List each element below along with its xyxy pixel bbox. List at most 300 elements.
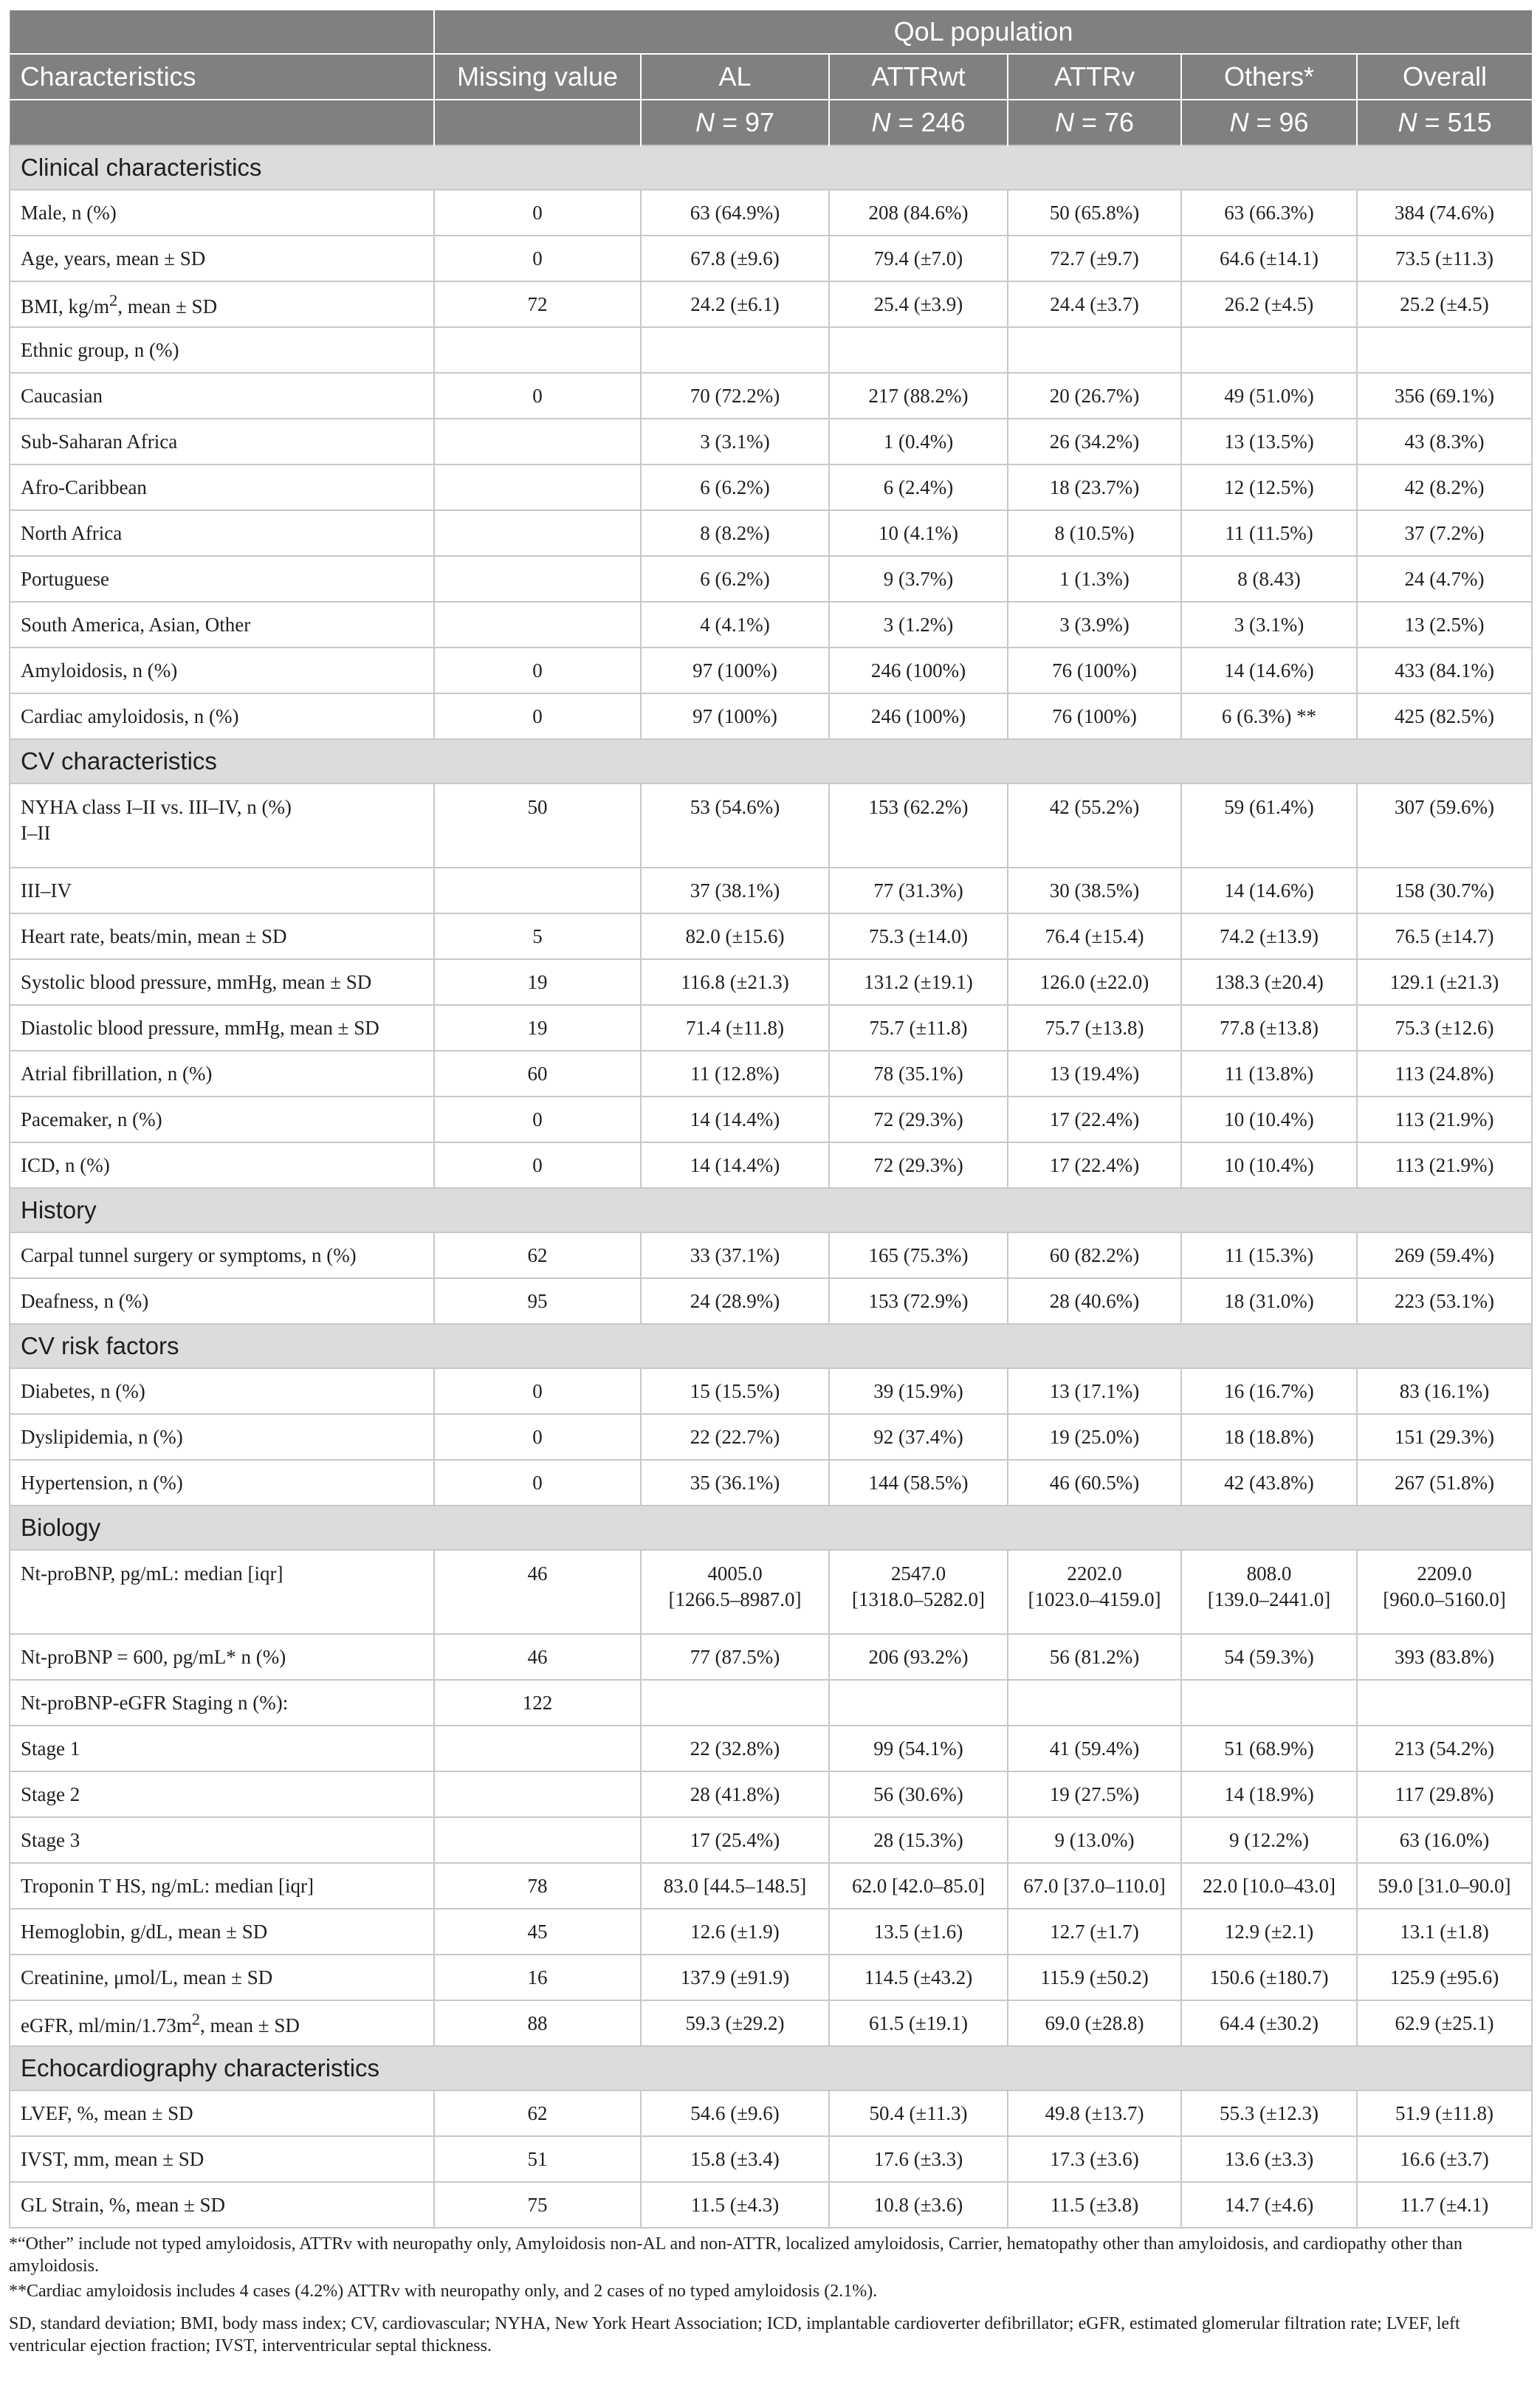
value-text: 138.3 (±20.4) — [1214, 970, 1324, 993]
value-cell — [1357, 1368, 1532, 1414]
value-text: 43 (8.3%) — [1404, 430, 1485, 453]
col-attrv: ATTRv — [1008, 54, 1181, 100]
value-text: 77 (31.3%) — [873, 879, 963, 902]
value-cell — [1008, 1550, 1181, 1634]
value-cell — [829, 2090, 1008, 2136]
value-text: 78 (35.1%) — [873, 1062, 963, 1085]
value-text: 16 (16.7%) — [1224, 1379, 1314, 1402]
value-text: 33 (37.1%) — [690, 1243, 780, 1266]
value-cell — [641, 1909, 829, 1955]
row-label — [10, 1142, 434, 1188]
value-text: 54.6 (±9.6) — [690, 2101, 780, 2124]
value-text: 12.9 (±2.1) — [1224, 1920, 1314, 1943]
table-row — [10, 556, 1532, 602]
value-cell — [1357, 281, 1532, 327]
row-label — [10, 1368, 434, 1414]
value-cell — [1357, 556, 1532, 602]
table-row — [10, 373, 1532, 419]
table-row — [10, 1726, 1532, 1771]
row-label — [10, 959, 434, 1005]
value-text: 24.4 (±3.7) — [1050, 292, 1139, 315]
section-title: CV risk factors — [10, 1324, 1532, 1368]
missing-value-cell: 72 — [434, 281, 641, 327]
value-cell — [641, 419, 829, 464]
value-cell — [641, 2136, 829, 2182]
section-header-clinical — [10, 145, 1532, 190]
value-text: 11 (13.8%) — [1224, 1062, 1314, 1085]
value-text: 59.0 [31.0–90.0] — [1378, 1874, 1511, 1897]
value-text: 114.5 (±43.2) — [864, 1966, 973, 1988]
table-row — [10, 1680, 1532, 1726]
value-text: 99 (54.1%) — [873, 1737, 963, 1760]
value-text: 16.6 (±3.7) — [1400, 2147, 1489, 2170]
value-cell — [1181, 510, 1357, 556]
value-text: 116.8 (±21.3) — [681, 970, 789, 993]
value-text: 115.9 (±50.2) — [1040, 1966, 1149, 1988]
value-cell — [829, 556, 1008, 602]
row-label-text: Nt-proBNP = 600, pg/mL* n (%) — [21, 1645, 286, 1668]
missing-value-cell: 95 — [434, 1278, 641, 1324]
value-cell — [829, 913, 1008, 959]
missing-value-cell: 62 — [434, 2090, 641, 2136]
row-label — [10, 1955, 434, 2000]
row-label-text: BMI, $kg/m^2$, mean ± SD — [21, 290, 218, 318]
value-cell — [829, 281, 1008, 327]
section-title: Biology — [10, 1506, 1532, 1550]
table-row — [10, 190, 1532, 236]
value-text: 11 (11.5%) — [1225, 521, 1313, 544]
value-cell — [829, 1550, 1008, 1634]
value-text: 64.4 (±30.2) — [1219, 2011, 1319, 2034]
value-text: 117 (29.8%) — [1395, 1782, 1494, 1805]
value-text: 12 (12.5%) — [1224, 476, 1314, 498]
value-cell — [641, 1278, 829, 1324]
value-cell — [1008, 783, 1181, 868]
value-cell — [1357, 190, 1532, 236]
table-row — [10, 2182, 1532, 2228]
value-text: 10 (4.1%) — [879, 521, 958, 544]
row-label — [10, 281, 434, 327]
value-cell — [1181, 913, 1357, 959]
value-cell — [1357, 1680, 1532, 1726]
value-text: 62.9 (±25.1) — [1395, 2011, 1494, 2034]
value-cell — [641, 1550, 829, 1634]
missing-value-cell: 0 — [434, 1368, 641, 1414]
missing-value-cell — [434, 419, 641, 464]
row-label — [10, 602, 434, 648]
value-cell — [1181, 1005, 1357, 1051]
value-text: 8 (8.2%) — [700, 521, 770, 544]
value-text: 307 (59.6%) — [1395, 796, 1495, 818]
n-attrv: N = 76 — [1008, 100, 1181, 145]
col-attrwt: ATTRwt — [829, 54, 1008, 100]
value-cell — [1008, 1460, 1181, 1506]
value-cell — [1008, 2182, 1181, 2228]
group-header: QoL population — [434, 10, 1532, 54]
row-label — [10, 1771, 434, 1817]
missing-value-cell: 0 — [434, 1142, 641, 1188]
value-cell — [1008, 1232, 1181, 1278]
value-cell — [829, 1278, 1008, 1324]
value-cell — [829, 373, 1008, 419]
header-group-row — [10, 10, 1532, 54]
value-text: 113 (24.8%) — [1395, 1062, 1494, 1085]
section-title: CV characteristics — [10, 739, 1532, 783]
value-cell — [1008, 1278, 1181, 1324]
value-cell — [1181, 1097, 1357, 1142]
missing-value-cell: 0 — [434, 1460, 641, 1506]
value-cell — [1181, 190, 1357, 236]
value-cell — [1008, 1097, 1181, 1142]
value-cell — [641, 373, 829, 419]
value-text: 17.6 (±3.3) — [873, 2147, 963, 2170]
value-text: 22 (22.7%) — [690, 1425, 780, 1448]
missing-value-cell: 19 — [434, 1005, 641, 1051]
value-cell — [1008, 327, 1181, 373]
value-cell — [829, 236, 1008, 281]
value-text: 28 (40.6%) — [1049, 1289, 1140, 1312]
value-text: 14 (14.4%) — [690, 1153, 780, 1176]
value-text: 4 (4.1%) — [700, 613, 770, 636]
value-text: 13 (17.1%) — [1049, 1379, 1140, 1402]
value-text: 14 (14.6%) — [1224, 879, 1314, 902]
value-text: 51 (68.9%) — [1224, 1737, 1314, 1760]
value-text: 12.6 (±1.9) — [690, 1920, 780, 1943]
value-text: 208 (84.6%) — [868, 201, 969, 224]
row-label-text: Deafness, n (%) — [21, 1289, 149, 1312]
value-text: 153 (72.9%) — [868, 1289, 969, 1312]
value-text: 113 (21.9%) — [1395, 1153, 1494, 1176]
value-text: 246 (100%) — [870, 659, 966, 682]
value-cell — [641, 1051, 829, 1097]
value-cell — [829, 1909, 1008, 1955]
value-text: 72.7 (±9.7) — [1050, 247, 1139, 270]
value-text: 75.7 (±13.8) — [1045, 1016, 1144, 1039]
value-cell — [1357, 868, 1532, 913]
row-label — [10, 913, 434, 959]
value-text: 10 (10.4%) — [1224, 1108, 1314, 1130]
table-row — [10, 1550, 1532, 1634]
row-label — [10, 373, 434, 419]
table-row — [10, 2090, 1532, 2136]
value-cell — [1181, 1771, 1357, 1817]
value-text: 151 (29.3%) — [1395, 1425, 1495, 1448]
missing-value-cell — [434, 1817, 641, 1863]
row-label — [10, 1097, 434, 1142]
value-text: 75.7 (±11.8) — [869, 1016, 968, 1039]
table-row — [10, 281, 1532, 327]
value-cell — [1008, 1909, 1181, 1955]
value-text: 2202.0 — [1067, 1562, 1122, 1585]
value-text: 6 (6.3%) ** — [1221, 704, 1317, 727]
header-empty-cell — [10, 10, 434, 54]
value-text: 35 (36.1%) — [690, 1471, 780, 1494]
value-range-text: [1023.0–4159.0] — [1028, 1588, 1161, 1611]
missing-value-cell: 46 — [434, 1634, 641, 1680]
value-cell — [641, 602, 829, 648]
value-text: 42 (55.2%) — [1049, 796, 1140, 818]
value-text: 137.9 (±91.9) — [680, 1966, 790, 1988]
value-text: 6 (2.4%) — [883, 476, 954, 498]
section-header-history — [10, 1188, 1532, 1232]
value-cell — [1181, 1634, 1357, 1680]
value-cell — [641, 1955, 829, 2000]
value-cell — [1008, 1863, 1181, 1909]
value-text: 97 (100%) — [692, 704, 777, 727]
row-label-sub: I–II — [21, 822, 51, 845]
value-text: 79.4 (±7.0) — [873, 247, 963, 270]
row-label-text: Cardiac amyloidosis, n (%) — [21, 704, 239, 727]
row-label-text: eGFR, $ml/\min/1.73m^2$, mean ± SD — [21, 2009, 300, 2036]
value-cell — [1357, 373, 1532, 419]
value-text: 37 (7.2%) — [1404, 521, 1485, 544]
value-cell — [1181, 2090, 1357, 2136]
value-cell — [1008, 1726, 1181, 1771]
value-text: 4005.0 — [707, 1562, 763, 1585]
value-text: 150.6 (±180.7) — [1209, 1966, 1329, 1988]
row-label — [10, 1051, 434, 1097]
value-cell — [1357, 327, 1532, 373]
row-label — [10, 2182, 434, 2228]
value-text: 64.6 (±14.1) — [1219, 247, 1319, 270]
value-text: 15.8 (±3.4) — [690, 2147, 780, 2170]
value-text: 24.2 (±6.1) — [690, 292, 780, 315]
n-empty-cell — [434, 100, 641, 145]
value-cell — [829, 1368, 1008, 1414]
value-text: 19 (27.5%) — [1049, 1782, 1140, 1805]
missing-value-cell: 122 — [434, 1680, 641, 1726]
table-row — [10, 1460, 1532, 1506]
value-text: 18 (31.0%) — [1224, 1289, 1314, 1312]
value-cell — [1357, 1414, 1532, 1460]
value-cell — [1008, 2090, 1181, 2136]
n-attrv-text: = 76 — [1081, 107, 1135, 137]
value-cell — [1181, 373, 1357, 419]
missing-value-cell: 78 — [434, 1863, 641, 1909]
missing-value-cell — [434, 602, 641, 648]
table-row — [10, 2136, 1532, 2182]
value-text: 11.7 (±4.1) — [1400, 2193, 1489, 2216]
table-row — [10, 1634, 1532, 1680]
value-text: 17.3 (±3.6) — [1050, 2147, 1139, 2170]
value-text: 20 (26.7%) — [1049, 384, 1140, 407]
value-text: 83.0 [44.5–148.5] — [663, 1874, 807, 1897]
table-row — [10, 1232, 1532, 1278]
col-al: AL — [641, 54, 829, 100]
n-others: N = 96 — [1181, 100, 1357, 145]
value-cell — [641, 2000, 829, 2046]
value-text: 55.3 (±12.3) — [1219, 2101, 1319, 2124]
value-text: 9 (13.0%) — [1054, 1828, 1135, 1851]
value-cell — [1357, 1726, 1532, 1771]
table-body — [10, 145, 1532, 2228]
missing-value-cell: 0 — [434, 190, 641, 236]
value-cell — [1008, 2136, 1181, 2182]
value-text: 42 (43.8%) — [1224, 1471, 1314, 1494]
value-text: 67.0 [37.0–110.0] — [1023, 1874, 1166, 1897]
missing-value-cell: 19 — [434, 959, 641, 1005]
value-cell — [1181, 1863, 1357, 1909]
missing-value-cell: 88 — [434, 2000, 641, 2046]
value-text: 6 (6.2%) — [700, 476, 770, 498]
value-cell — [1357, 1955, 1532, 2000]
value-text: 24 (28.9%) — [690, 1289, 780, 1312]
table-row — [10, 510, 1532, 556]
row-label-text: Sub-Saharan Africa — [21, 430, 178, 453]
value-cell — [1181, 464, 1357, 510]
value-text: 63 (66.3%) — [1224, 201, 1314, 224]
value-text: 1 (0.4%) — [883, 430, 954, 453]
row-label — [10, 1232, 434, 1278]
value-text: 13.1 (±1.8) — [1400, 1920, 1489, 1943]
value-cell — [1008, 236, 1181, 281]
row-label-text: Stage 2 — [21, 1782, 80, 1805]
value-cell — [641, 1097, 829, 1142]
value-cell — [641, 868, 829, 913]
value-cell — [829, 190, 1008, 236]
value-cell — [1008, 913, 1181, 959]
value-text: 63 (16.0%) — [1399, 1828, 1490, 1851]
value-cell — [641, 1771, 829, 1817]
value-cell — [1357, 1460, 1532, 1506]
value-cell — [641, 1817, 829, 1863]
value-cell — [1008, 1771, 1181, 1817]
value-cell — [641, 2182, 829, 2228]
row-label — [10, 236, 434, 281]
value-text: 213 (54.2%) — [1395, 1737, 1495, 1760]
value-cell — [1008, 693, 1181, 739]
value-text: 63 (64.9%) — [690, 201, 780, 224]
value-cell — [1181, 1550, 1357, 1634]
value-cell — [641, 2090, 829, 2136]
value-cell — [1008, 602, 1181, 648]
value-cell — [641, 327, 829, 373]
value-cell — [641, 190, 829, 236]
row-label-text: Caucasian — [21, 384, 103, 407]
value-text: 17 (22.4%) — [1049, 1153, 1140, 1176]
missing-value-cell — [434, 1771, 641, 1817]
value-text: 9 (3.7%) — [883, 567, 954, 590]
row-label-text: Stage 3 — [21, 1828, 80, 1851]
value-text: 72 (29.3%) — [873, 1108, 963, 1130]
value-text: 92 (37.4%) — [873, 1425, 963, 1448]
value-text: 14 (14.4%) — [690, 1108, 780, 1130]
value-cell — [1008, 959, 1181, 1005]
value-cell — [641, 510, 829, 556]
value-cell — [1181, 1909, 1357, 1955]
row-label — [10, 1909, 434, 1955]
value-cell — [1357, 1097, 1532, 1142]
value-text: 19 (25.0%) — [1049, 1425, 1140, 1448]
row-label — [10, 1278, 434, 1324]
value-cell — [1357, 648, 1532, 693]
n-al-text: = 97 — [721, 107, 775, 137]
value-text: 10 (10.4%) — [1224, 1153, 1314, 1176]
row-label-text: ICD, n (%) — [21, 1153, 110, 1176]
value-text: 39 (15.9%) — [873, 1379, 963, 1402]
value-text: 22.0 [10.0–43.0] — [1203, 1874, 1336, 1897]
col-others: Others* — [1181, 54, 1357, 100]
missing-value-cell — [434, 327, 641, 373]
value-cell — [1181, 2136, 1357, 2182]
col-characteristics: Characteristics — [10, 54, 434, 100]
footnotes — [9, 2233, 1531, 2357]
missing-value-cell — [434, 556, 641, 602]
value-cell — [1008, 1634, 1181, 1680]
table-row — [10, 868, 1532, 913]
row-label — [10, 648, 434, 693]
value-cell — [1357, 602, 1532, 648]
value-text: 49.8 (±13.7) — [1045, 2101, 1144, 2124]
missing-value-cell: 0 — [434, 1414, 641, 1460]
value-cell — [641, 1005, 829, 1051]
value-cell — [829, 419, 1008, 464]
value-text: 82.0 (±15.6) — [685, 924, 785, 947]
value-text: 206 (93.2%) — [868, 1645, 969, 1668]
value-cell — [1008, 281, 1181, 327]
value-text: 50 (65.8%) — [1049, 201, 1140, 224]
value-text: 356 (69.1%) — [1395, 384, 1495, 407]
value-text: 46 (60.5%) — [1049, 1471, 1140, 1494]
table-row — [10, 648, 1532, 693]
value-cell — [829, 2000, 1008, 2046]
row-label — [10, 1005, 434, 1051]
row-label — [10, 327, 434, 373]
value-cell — [1181, 1460, 1357, 1506]
missing-value-cell — [434, 868, 641, 913]
value-text: 72 (29.3%) — [873, 1153, 963, 1176]
value-cell — [1008, 1414, 1181, 1460]
value-cell — [1008, 1051, 1181, 1097]
missing-value-cell: 0 — [434, 373, 641, 419]
row-label-text: Pacemaker, n (%) — [21, 1108, 162, 1130]
value-text: 11 (12.8%) — [690, 1062, 780, 1085]
table-row — [10, 2000, 1532, 2046]
row-label-text: Nt-proBNP, pg/mL: median [iqr] — [21, 1562, 283, 1585]
value-cell — [1181, 2000, 1357, 2046]
value-text: 433 (84.1%) — [1395, 659, 1495, 682]
row-label — [10, 1550, 434, 1634]
row-label-text: Carpal tunnel surgery or symptoms, n (%) — [21, 1243, 357, 1266]
row-label — [10, 2000, 434, 2046]
value-cell — [1357, 510, 1532, 556]
value-cell — [829, 1680, 1008, 1726]
value-cell — [829, 464, 1008, 510]
value-text: 17 (25.4%) — [690, 1828, 780, 1851]
value-cell — [829, 602, 1008, 648]
value-text: 13 (2.5%) — [1404, 613, 1485, 636]
value-cell — [1357, 913, 1532, 959]
missing-value-cell — [434, 464, 641, 510]
value-text: 76.4 (±15.4) — [1045, 924, 1144, 947]
value-cell — [1357, 1278, 1532, 1324]
value-cell — [1357, 1232, 1532, 1278]
value-text: 223 (53.1%) — [1395, 1289, 1495, 1312]
value-text: 9 (12.2%) — [1229, 1828, 1309, 1851]
section-header-cv — [10, 739, 1532, 783]
row-label-text: Nt-proBNP-eGFR Staging n (%): — [21, 1691, 289, 1714]
value-range-text: [139.0–2441.0] — [1207, 1588, 1331, 1611]
value-cell — [829, 327, 1008, 373]
value-text: 26 (34.2%) — [1049, 430, 1140, 453]
row-label-text: Male, n (%) — [21, 201, 117, 224]
value-text: 41 (59.4%) — [1049, 1737, 1140, 1760]
value-text: 165 (75.3%) — [868, 1243, 969, 1266]
row-label — [10, 2090, 434, 2136]
value-cell — [1181, 1051, 1357, 1097]
value-cell — [829, 648, 1008, 693]
table-container — [9, 9, 1531, 2357]
